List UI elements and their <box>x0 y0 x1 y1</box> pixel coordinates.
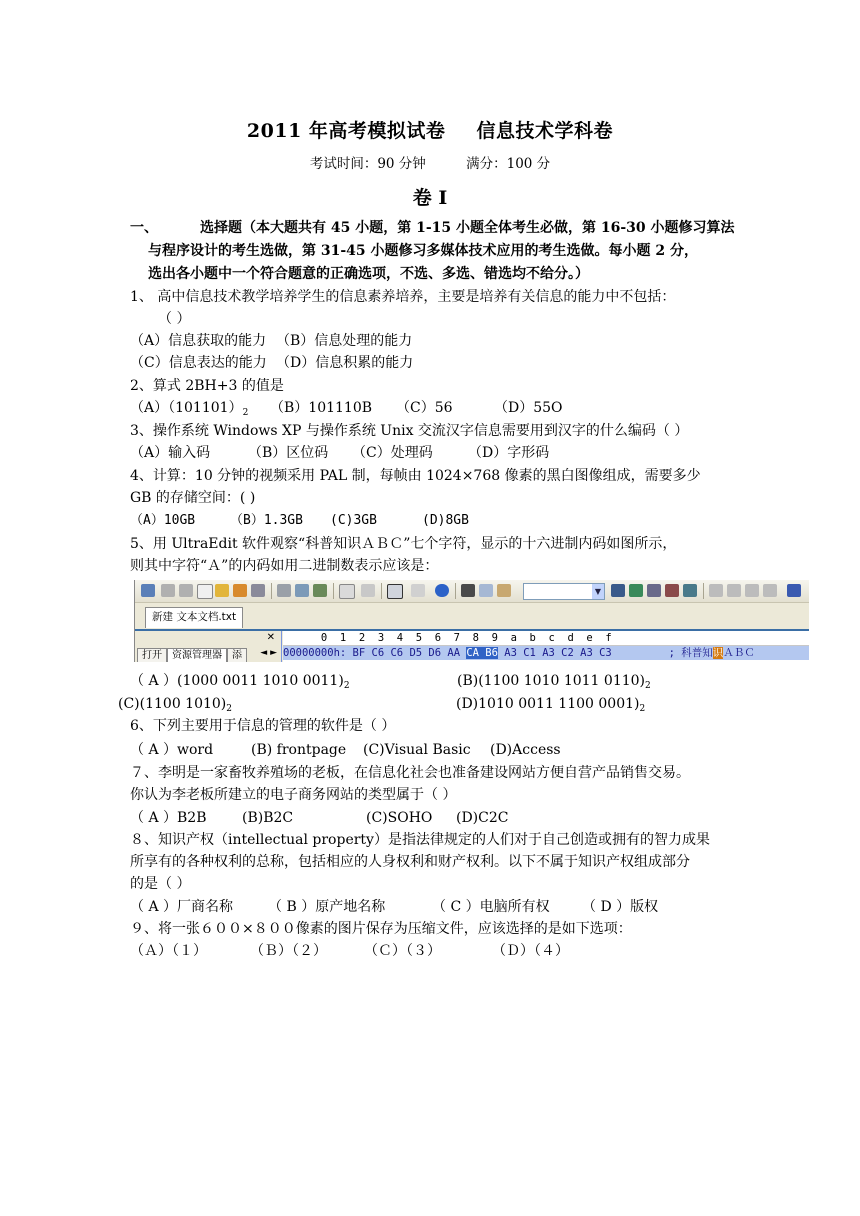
q9-option-c: （Ｃ）（３） <box>364 943 441 959</box>
instructions-text-1: 选择题（本大题共有 45 小题，第 1-15 小题全体考生必做，第 16-30 小题修习算法 <box>200 220 735 236</box>
q8-stem-1: ８、知识产权（intellectual property）是指法律规定的人们对于自己创造或拥有的智力成果 <box>130 832 710 848</box>
q3-option-a: （A）输入码 <box>130 445 211 461</box>
q7-option-d: (D)C2C <box>456 810 509 826</box>
print-preview-icon <box>295 584 309 597</box>
hex-offset: 00000000h: <box>283 647 353 659</box>
q1-paren: （ ） <box>158 311 191 327</box>
hex-mode-icon <box>387 584 403 599</box>
q8-option-a: （ A ）厂商名称 <box>130 899 234 915</box>
q3-stem: 3、操作系统 Windows XP 与操作系统 Unix 交流汉字信息需要用到汉字的什么编码（ ） <box>130 423 689 439</box>
q3-option-b: （B）区位码 <box>248 445 329 461</box>
q8-option-d: （ D ）版权 <box>582 899 659 915</box>
q4-options <box>130 510 469 532</box>
save-icon <box>251 584 265 597</box>
window-icon <box>787 584 801 597</box>
back-icon <box>161 584 175 597</box>
q5-stem-1: 5、用 UltraEdit 软件观察“科普知识ＡＢＣ”七个字符，显示的十六进制内码如图所示， <box>130 536 677 552</box>
q8-options <box>130 896 658 918</box>
q7-stem-2: 你认为李老板所建立的电子商务网站的类型属于（ ） <box>130 787 457 803</box>
q7-option-c: (C)SOHO <box>366 810 433 826</box>
exam-title-left: 2011 年高考模拟试卷 <box>246 120 446 142</box>
find-icon <box>611 584 625 597</box>
left-panel <box>135 631 282 662</box>
chevron-down-icon[interactable]: ▼ <box>592 584 604 599</box>
q9-option-a: （Ａ）（１） <box>130 943 207 959</box>
q8-stem-2: 所享有的各种权利的总称，包括相应的人身权利和财产权利。以下不属于知识产权组成部分 <box>130 854 690 870</box>
page-setup-icon <box>313 584 327 597</box>
hex-chars-post: ＡＢＣ <box>723 647 755 659</box>
q8-stem-3: 的是（ ） <box>130 876 191 892</box>
q6-option-a: （ A ）word <box>130 742 214 758</box>
q8-option-c: （ C ）电脑所有权 <box>432 899 550 915</box>
ultraedit-screenshot <box>134 580 809 662</box>
q1-options-row-2 <box>130 352 413 374</box>
q6-option-d: (D)Access <box>490 742 561 758</box>
instructions-number: 一、 <box>130 220 158 236</box>
replace-icon <box>647 584 661 597</box>
q2-stem: 2、算式 2BH+3 的值是 <box>130 378 284 394</box>
q6-options <box>130 739 561 761</box>
tab-nav-arrows[interactable]: ◄ ► <box>260 648 277 658</box>
exam-score: 满分：100 分 <box>466 156 551 172</box>
q1-option-a: （A）信息获取的能力 <box>130 333 267 349</box>
font-combo[interactable] <box>523 583 605 600</box>
q1-option-d: （D）信息积累的能力 <box>276 355 414 371</box>
cut-icon <box>461 584 475 597</box>
q7-option-a: （ A ）B2B <box>130 810 207 826</box>
q5-stem-2: 则其中字符“Ａ”的内码如用二进制数表示应该是： <box>130 558 439 574</box>
tab-file[interactable]: 新建 文本文档.txt <box>145 607 243 628</box>
q9-options <box>130 940 569 962</box>
q7-options <box>130 807 508 829</box>
instructions-line-2: 与程序设计的考生选做，第 31-45 小题修习多媒体技术应用的考生选做。每小题 2 分， <box>148 243 699 259</box>
exam-subtitle <box>0 152 860 172</box>
q1-option-b: （B）信息处理的能力 <box>276 333 413 349</box>
exam-title <box>0 116 860 143</box>
q3-option-c: （C）处理码 <box>352 445 433 461</box>
q4-option-c: (C)3GB <box>330 513 377 528</box>
q5-option-c: (C)(1100 $1010)_2$ <box>118 696 233 714</box>
list-icon <box>361 584 375 597</box>
tab-open[interactable]: 打开 <box>137 648 167 662</box>
instructions-line-1 <box>130 217 735 239</box>
print-icon <box>277 584 291 597</box>
q7-stem-1: ７、李明是一家畜牧养殖场的老板，在信息化社会也准备建设网站方便自营产品销售交易。 <box>130 765 690 781</box>
left-panel-tabs <box>137 648 279 662</box>
open-folder-icon <box>215 584 229 597</box>
exam-title-right: 信息技术学科卷 <box>476 120 614 142</box>
section-heading: 卷 I <box>412 187 448 209</box>
close-icon[interactable]: ✕ <box>266 632 275 643</box>
document-tabbar <box>135 603 809 631</box>
q2-option-a: $(A)(101101)_2$ <box>130 400 249 418</box>
copy-icon <box>479 584 493 597</box>
q6-option-b: (B) frontpage <box>251 742 347 758</box>
q4-stem-2: GB 的存储空间：( ) <box>130 490 256 506</box>
open-file-icon <box>233 584 247 597</box>
bookmark-icon <box>683 584 697 597</box>
justify-icon <box>763 584 777 597</box>
q9-option-d: （Ｄ）（４） <box>492 943 569 959</box>
q9-stem: ９、将一张６００×８００像素的图片保存为压缩文件，应该选择的是如下选项： <box>130 921 632 937</box>
q3-options <box>130 442 549 464</box>
q5-option-a: （ A ）(1000 0011 1010 $0011)_2$ <box>130 673 350 691</box>
new-file-icon <box>141 584 155 597</box>
tab-explorer[interactable]: 资源管理器 <box>167 648 227 662</box>
q4-option-d: (D)8GB <box>422 513 469 528</box>
q6-stem: 6、下列主要用于信息的管理的软件是（ ） <box>130 718 396 734</box>
paste-icon <box>497 584 511 597</box>
q2-option-c: （C）56 <box>396 400 453 416</box>
hex-char-cursor: 识 <box>712 647 724 659</box>
align-left-icon <box>709 584 723 597</box>
q4-option-b: （B）1.3GB <box>230 513 303 528</box>
page-icon <box>339 584 355 599</box>
ultraedit-toolbar <box>135 580 809 603</box>
q4-option-a: （A）10GB <box>130 513 196 528</box>
q5-option-d: (D)1010 0011 1100 $0001)_2$ <box>456 696 646 714</box>
instructions-line-3: 选出各小题中一个符合题意的正确选项，不选、多选、错选均不给分。） <box>148 266 589 282</box>
q3-option-d: （D）字形码 <box>468 445 550 461</box>
q1-options-row-1 <box>130 330 412 352</box>
q7-option-b: (B)B2C <box>242 810 294 826</box>
find-next-icon <box>629 584 643 597</box>
forward-icon <box>179 584 193 597</box>
align-right-icon <box>745 584 759 597</box>
q1-option-c: （C）信息表达的能力 <box>130 355 267 371</box>
goto-icon <box>665 584 679 597</box>
q4-stem-1: 4、计算：10 分钟的视频采用 PAL 制，每帧由 1024×768 像素的黑白图像组成，需要多少 <box>130 468 701 484</box>
hex-bytes-post: A3 C1 A3 C2 A3 C3 ; 科普知 <box>497 647 713 659</box>
q2-option-b: （B）101110B <box>270 400 373 416</box>
tab-add[interactable]: 添 <box>227 648 247 662</box>
browser-icon <box>435 584 449 597</box>
hex-bytes-pre: BF C6 C6 D5 D6 AA <box>352 647 467 659</box>
hex-bytes-selected: CA B6 <box>466 647 498 659</box>
hex-view <box>283 631 809 662</box>
q5-option-b: (B)(1100 1010 1011 $0110)_2$ <box>457 673 651 691</box>
document-icon <box>197 584 213 599</box>
q8-option-b: （ B ）原产地名称 <box>268 899 386 915</box>
align-center-icon <box>727 584 741 597</box>
q1-stem: 1、 高中信息技术教学培养学生的信息素养培养，主要是培养有关信息的能力中不包括： <box>130 289 676 305</box>
q2-option-d: （D）55O <box>494 400 563 416</box>
wrap-icon <box>411 584 425 597</box>
hex-row <box>283 646 809 660</box>
hex-ruler: 0 1 2 3 4 5 6 7 8 9 a b c d e f <box>283 631 809 646</box>
q9-option-b: （Ｂ）（２） <box>250 943 327 959</box>
q6-option-c: (C)Visual Basic <box>363 742 471 758</box>
exam-time: 考试时间：90 分钟 <box>309 156 426 172</box>
